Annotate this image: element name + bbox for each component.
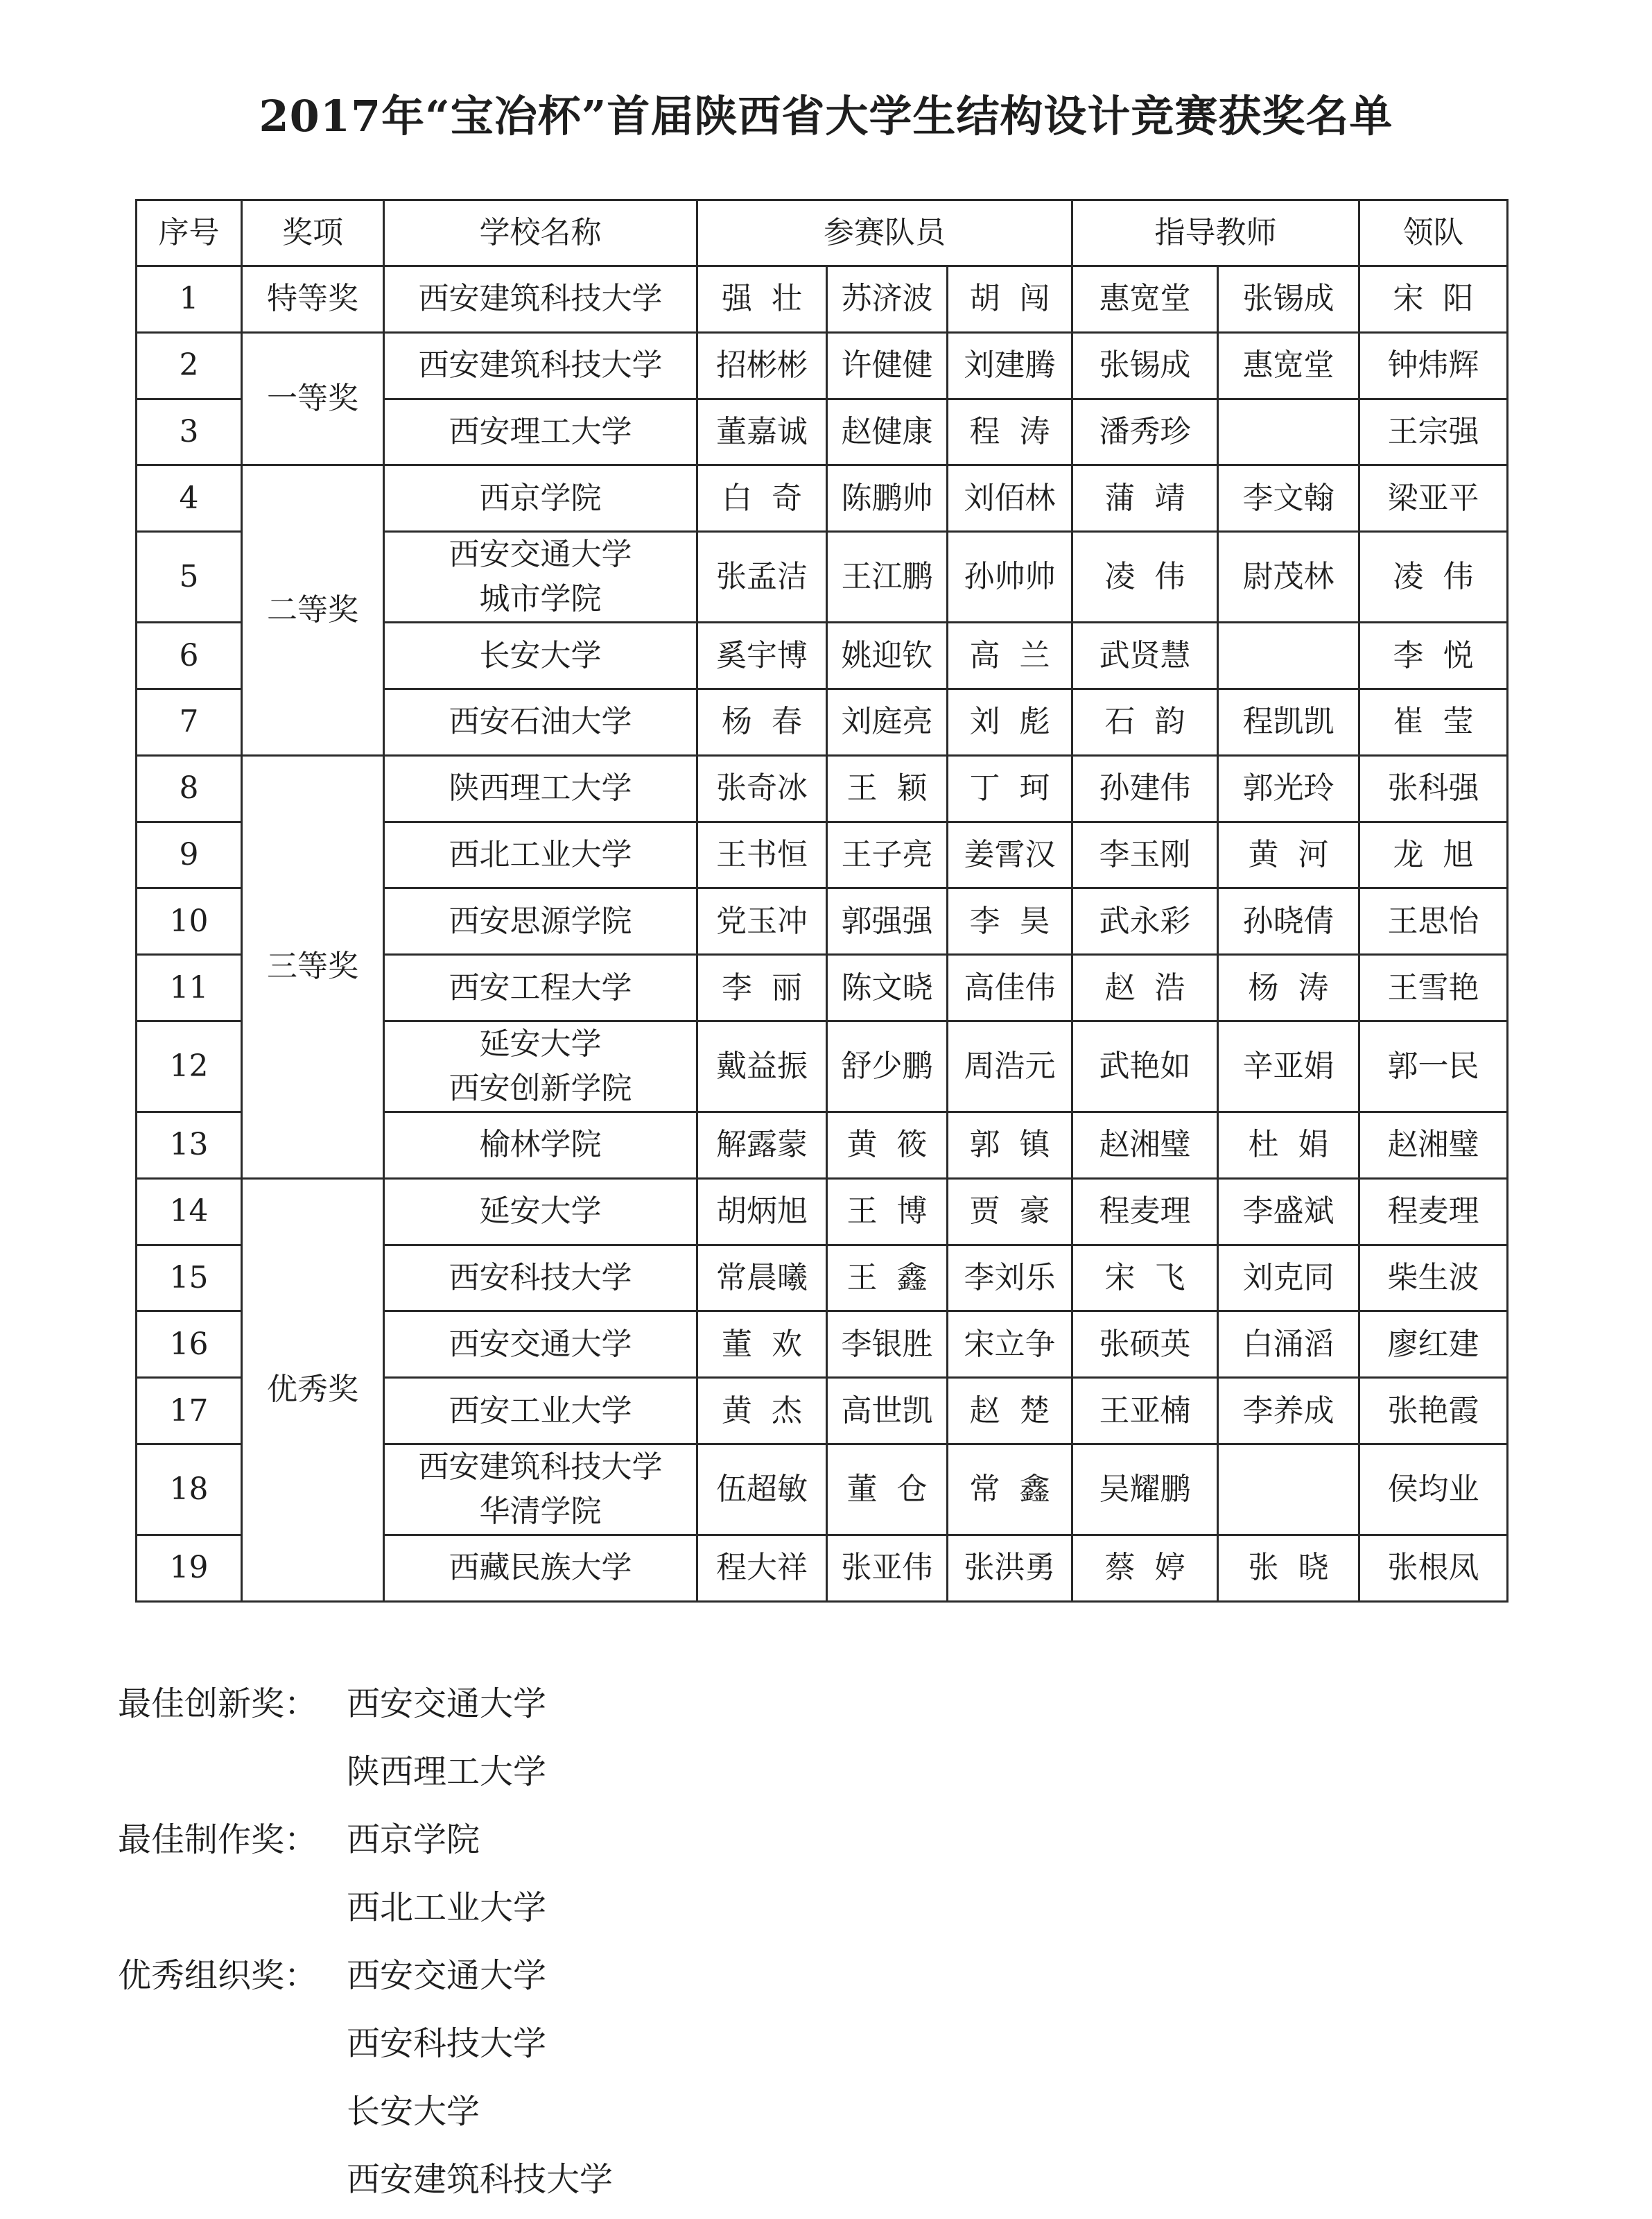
advisor-cell: 武艳如 [1072,1021,1218,1112]
member-cell: 黄 杰 [697,1378,827,1444]
advisor-cell [1218,1444,1359,1535]
member-cell: 宋立争 [948,1311,1072,1378]
member-cell: 程大祥 [697,1535,827,1601]
member-cell: 李 丽 [697,955,827,1021]
advisor-cell: 张锡成 [1072,332,1218,399]
seq-cell: 18 [137,1444,242,1535]
special-award-label [118,1738,347,1806]
advisor-cell: 杜 娟 [1218,1112,1359,1178]
advisor-cell [1218,399,1359,465]
seq-cell: 1 [137,266,242,333]
table-row [137,465,1508,532]
advisor-cell: 李养成 [1218,1378,1359,1444]
member-cell: 郭强强 [827,888,948,955]
header-seq: 序号 [137,200,242,266]
special-award-row [118,2010,613,2078]
award-cell: 三等奖 [242,755,384,1178]
member-cell: 李银胜 [827,1311,948,1378]
table-body [137,266,1508,1602]
member-cell: 贾 豪 [948,1178,1072,1245]
school-cell: 西安交通大学 [384,1311,697,1378]
school-cell: 西安建筑科技大学 [384,332,697,399]
special-award-label: 优秀组织奖： [118,1956,318,1995]
leader-cell: 郭一民 [1359,1021,1508,1112]
header-award: 奖项 [242,200,384,266]
advisor-cell: 王亚楠 [1072,1378,1218,1444]
seq-cell: 3 [137,399,242,465]
member-cell: 刘建腾 [948,332,1072,399]
member-cell: 王书恒 [697,822,827,888]
school-cell: 西北工业大学 [384,822,697,888]
advisor-cell: 蔡 婷 [1072,1535,1218,1601]
member-cell: 王 鑫 [827,1245,948,1311]
special-award-row [118,2078,613,2145]
member-cell: 郭 镇 [948,1112,1072,1178]
seq-cell: 19 [137,1535,242,1601]
advisor-cell: 郭光玲 [1218,755,1359,822]
school-cell: 延安大学 [384,1178,697,1245]
table-row [137,266,1508,333]
member-cell: 赵健康 [827,399,948,465]
member-cell: 姚迎钦 [827,623,948,689]
table-row [137,332,1508,399]
member-cell: 高世凯 [827,1378,948,1444]
seq-cell: 17 [137,1378,242,1444]
school-cell: 长安大学 [384,623,697,689]
advisor-cell: 尉茂林 [1218,532,1359,623]
seq-cell: 7 [137,689,242,755]
advisor-cell: 张 晓 [1218,1535,1359,1601]
header-school: 学校名称 [384,200,697,266]
special-award-label: 最佳制作奖： [118,1820,318,1859]
school-cell: 西京学院 [384,465,697,532]
member-cell: 张洪勇 [948,1535,1072,1601]
advisor-cell: 白涌滔 [1218,1311,1359,1378]
leader-cell: 宋 阳 [1359,266,1508,333]
seq-cell: 9 [137,822,242,888]
school-cell: 西安建筑科技大学 华清学院 [384,1444,697,1535]
member-cell: 胡 闯 [948,266,1072,333]
advisor-cell: 刘克同 [1218,1245,1359,1311]
leader-cell: 张根凤 [1359,1535,1508,1601]
award-cell: 优秀奖 [242,1178,384,1601]
special-award-label [118,2010,347,2078]
school-cell: 陕西理工大学 [384,755,697,822]
member-cell: 董 欢 [697,1311,827,1378]
table-row [137,755,1508,822]
member-cell: 刘佰林 [948,465,1072,532]
seq-cell: 6 [137,623,242,689]
table-header-row [137,200,1508,266]
leader-cell: 柴生波 [1359,1245,1508,1311]
advisor-cell [1218,623,1359,689]
special-award-school: 西安建筑科技大学 [347,2160,614,2199]
page-title: 2017年“宝冶杯”首届陕西省大学生结构设计竞赛获奖名单 [259,91,1393,141]
member-cell: 高 兰 [948,623,1072,689]
special-award-school: 西北工业大学 [347,1888,547,1927]
special-award-label [118,2145,347,2213]
advisor-cell: 孙晓倩 [1218,888,1359,955]
member-cell: 奚宇博 [697,623,827,689]
member-cell: 李 昊 [948,888,1072,955]
leader-cell: 程麦理 [1359,1178,1508,1245]
seq-cell: 8 [137,755,242,822]
seq-cell: 4 [137,465,242,532]
school-cell: 西安工业大学 [384,1378,697,1444]
member-cell: 丁 珂 [948,755,1072,822]
advisor-cell: 李盛斌 [1218,1178,1359,1245]
advisor-cell: 惠宽堂 [1218,332,1359,399]
special-award-school: 西京学院 [347,1820,480,1859]
leader-cell: 李 悦 [1359,623,1508,689]
seq-cell: 10 [137,888,242,955]
member-cell: 王 博 [827,1178,948,1245]
member-cell: 戴益振 [697,1021,827,1112]
advisor-cell: 李玉刚 [1072,822,1218,888]
leader-cell: 赵湘璧 [1359,1112,1508,1178]
school-cell: 西安石油大学 [384,689,697,755]
seq-cell: 5 [137,532,242,623]
advisor-cell: 宋 飞 [1072,1245,1218,1311]
member-cell: 高佳伟 [948,955,1072,1021]
member-cell: 王江鹏 [827,532,948,623]
member-cell: 解露蒙 [697,1112,827,1178]
advisor-cell: 李文翰 [1218,465,1359,532]
header-advisor: 指导教师 [1072,200,1359,266]
advisor-cell: 潘秀珍 [1072,399,1218,465]
award-cell: 二等奖 [242,465,384,755]
advisor-cell: 凌 伟 [1072,532,1218,623]
member-cell: 陈文晓 [827,955,948,1021]
advisor-cell: 程凯凯 [1218,689,1359,755]
member-cell: 杨 春 [697,689,827,755]
member-cell: 伍超敏 [697,1444,827,1535]
advisor-cell: 赵湘璧 [1072,1112,1218,1178]
advisor-cell: 蒲 靖 [1072,465,1218,532]
seq-cell: 2 [137,332,242,399]
leader-cell: 侯均业 [1359,1444,1508,1535]
member-cell: 程 涛 [948,399,1072,465]
special-award-school: 西安科技大学 [347,2024,547,2063]
advisor-cell: 石 韵 [1072,689,1218,755]
school-cell: 延安大学 西安创新学院 [384,1021,697,1112]
advisor-cell: 张硕英 [1072,1311,1218,1378]
member-cell: 董 仓 [827,1444,948,1535]
special-award-row [118,2145,613,2213]
member-cell: 孙帅帅 [948,532,1072,623]
advisor-cell: 武永彩 [1072,888,1218,955]
seq-cell: 15 [137,1245,242,1311]
advisor-cell: 武贤慧 [1072,623,1218,689]
school-cell: 西安交通大学 城市学院 [384,532,697,623]
member-cell: 姜霄汉 [948,822,1072,888]
school-cell: 西藏民族大学 [384,1535,697,1601]
advisor-cell: 杨 涛 [1218,955,1359,1021]
leader-cell: 张科强 [1359,755,1508,822]
leader-cell: 梁亚平 [1359,465,1508,532]
header-leader: 领队 [1359,200,1508,266]
advisor-cell: 孙建伟 [1072,755,1218,822]
member-cell: 董嘉诚 [697,399,827,465]
special-award-row [118,1874,613,1942]
special-awards-list [118,1670,613,2213]
member-cell: 许健健 [827,332,948,399]
special-award-label [118,2078,347,2145]
school-cell: 西安建筑科技大学 [384,266,697,333]
leader-cell: 崔 莹 [1359,689,1508,755]
member-cell: 黄 筱 [827,1112,948,1178]
seq-cell: 11 [137,955,242,1021]
member-cell: 张奇冰 [697,755,827,822]
member-cell: 周浩元 [948,1021,1072,1112]
member-cell: 常 鑫 [948,1444,1072,1535]
leader-cell: 龙 旭 [1359,822,1508,888]
member-cell: 招彬彬 [697,332,827,399]
award-cell: 特等奖 [242,266,384,333]
special-award-school: 西安交通大学 [347,1684,547,1723]
member-cell: 强 壮 [697,266,827,333]
school-cell: 榆林学院 [384,1112,697,1178]
school-cell: 西安理工大学 [384,399,697,465]
school-cell: 西安工程大学 [384,955,697,1021]
member-cell: 苏济波 [827,266,948,333]
awards-table [135,199,1508,1603]
advisor-cell: 惠宽堂 [1072,266,1218,333]
special-award-row [118,1670,613,1738]
leader-cell: 王雪艳 [1359,955,1508,1021]
seq-cell: 13 [137,1112,242,1178]
special-award-label: 最佳创新奖： [118,1684,318,1723]
member-cell: 张孟洁 [697,532,827,623]
special-award-row [118,1942,613,2010]
advisor-cell: 辛亚娟 [1218,1021,1359,1112]
advisor-cell: 程麦理 [1072,1178,1218,1245]
member-cell: 王 颖 [827,755,948,822]
special-award-school: 陕西理工大学 [347,1752,547,1791]
seq-cell: 14 [137,1178,242,1245]
advisor-cell: 赵 浩 [1072,955,1218,1021]
seq-cell: 16 [137,1311,242,1378]
member-cell: 常晨曦 [697,1245,827,1311]
special-award-row [118,1806,613,1874]
special-award-row [118,1738,613,1806]
member-cell: 刘庭亮 [827,689,948,755]
member-cell: 王子亮 [827,822,948,888]
school-cell: 西安科技大学 [384,1245,697,1311]
member-cell: 张亚伟 [827,1535,948,1601]
special-award-label [118,1874,347,1942]
member-cell: 刘 彪 [948,689,1072,755]
special-award-school: 西安交通大学 [347,1956,547,1995]
leader-cell: 廖红建 [1359,1311,1508,1378]
school-cell: 西安思源学院 [384,888,697,955]
member-cell: 党玉冲 [697,888,827,955]
leader-cell: 王宗强 [1359,399,1508,465]
leader-cell: 凌 伟 [1359,532,1508,623]
seq-cell: 12 [137,1021,242,1112]
leader-cell: 王思怡 [1359,888,1508,955]
header-team: 参赛队员 [697,200,1072,266]
member-cell: 胡炳旭 [697,1178,827,1245]
special-award-school: 长安大学 [347,2092,480,2131]
member-cell: 舒少鹏 [827,1021,948,1112]
member-cell: 白 奇 [697,465,827,532]
member-cell: 赵 楚 [948,1378,1072,1444]
advisor-cell: 张锡成 [1218,266,1359,333]
member-cell: 陈鹏帅 [827,465,948,532]
table-row [137,1178,1508,1245]
award-cell: 一等奖 [242,332,384,465]
leader-cell: 张艳霞 [1359,1378,1508,1444]
member-cell: 李刘乐 [948,1245,1072,1311]
leader-cell: 钟炜辉 [1359,332,1508,399]
advisor-cell: 黄 河 [1218,822,1359,888]
advisor-cell: 吴耀鹏 [1072,1444,1218,1535]
